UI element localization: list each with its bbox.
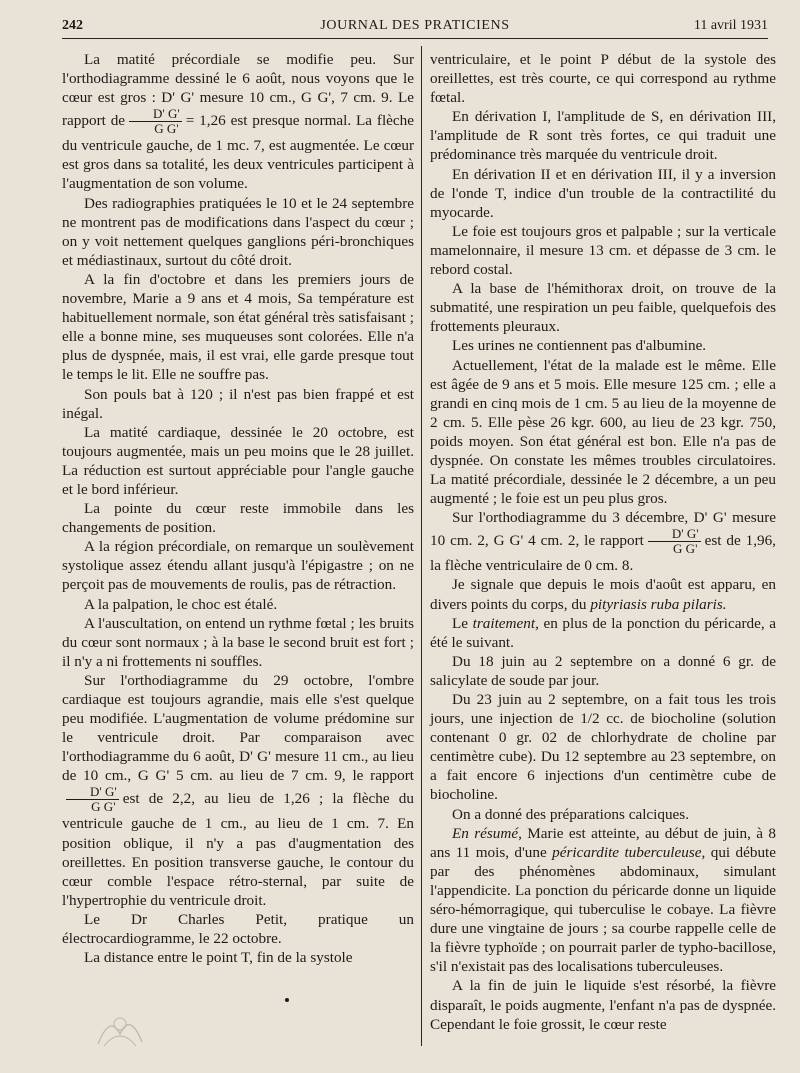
ratio-fraction: $\frac{D' G'}{\text{G G'}}$ [648, 527, 701, 556]
journal-title: JOURNAL DES PRATICIENS [320, 18, 510, 33]
paragraph: A la région précordiale, on remarque un soulèvement systolique assez étendu allant jusqu'à l'épigastre ; on ne perçoit pas de mouvements de roulis, pas de rétraction. [62, 538, 414, 594]
bullet-mark [285, 998, 289, 1002]
left-column [62, 50, 414, 967]
paragraph: A la base de l'hémithorax droit, on trouve de la submatité, une respiration un peu faible, quelquefois des frottements pleuraux. [430, 280, 776, 336]
paragraph: Du 18 juin au 2 septembre on a donné 6 gr. de salicylate de soude par jour. [430, 652, 776, 689]
paragraph: La pointe du cœur reste immobile dans les changements de position. [62, 500, 414, 537]
paragraph: Sur l'orthodiagramme du 3 décembre, D' G' mesure 10 cm. 2, G G' 4 cm. 2, le rapport $\frac{D' G'}{\text{G G'}}$ est de 1,96, la flèche ventriculaire de 0 cm. 8. [430, 509, 776, 575]
column-divider [421, 46, 422, 1046]
paragraph: Je signale que depuis le mois d'août est apparu, en divers points du corps, du pityriasis ruba pilaris. [430, 576, 776, 613]
paragraph: La matité précordiale se modifie peu. Sur l'orthodiagramme dessiné le 6 août, nous voyons que le cœur est gros : D' G' mesure 10 cm., G G', 7 cm. 9. Le rapport de $\frac{D' G'}{\text{G G'}}$ = 1,26 est presque normal. La flèche du ventricule gauche, de 1 mc. 7, est augmentée. Le cœur est gros dans sa totalité, les deux ventricules participent à l'augmentation de son volume. [62, 51, 414, 193]
paragraph: Les urines ne contiennent pas d'albumine. [452, 337, 707, 355]
paragraph: A la fin de juin le liquide s'est résorbé, la fièvre disparaît, le poids augmente, l'enfant n'a pas de dyspnée. Cependant le foie grossit, le cœur reste [430, 977, 776, 1033]
ratio-fraction: $\frac{D' G'}{\text{G G'}}$ [66, 785, 119, 814]
paragraph: En dérivation I, l'amplitude de S, en dérivation III, l'amplitude de R sont très fortes, ce qui traduit une prédominance très marquée du ventricule droit. [430, 108, 776, 164]
paragraph: Sur l'orthodiagramme du 29 octobre, l'ombre cardiaque est toujours agrandie, mais elle s'est quelque peu modifiée. L'augmentation de volume prédomine sur le ventricule droit. Par comparaison avec l'orthodiagramme du 6 août, D' G' mesure 11 cm., au lieu de 10 cm., G G' 5 cm. au lieu de 7 cm. 9, le rapport $\frac{D' G'}{\text{G G'}}$ est de 2,2, au lieu de 1,26 ; la flèche du ventricule gauche de 1 cm., au lieu de 1 cm. 7. En position oblique, il n'y a pas d'augmentation des oreillettes. En position transverse gauche, le contour du cœur comble l'espace rétro-sternal, par suite de l'hypertrophie du ventricule droit. [62, 671, 414, 909]
paragraph: En dérivation II et en dérivation III, il y a inversion de l'onde T, indice d'un trouble de la contractilité du myocarde. [430, 165, 776, 221]
paragraph: On a donné des préparations calciques. [452, 805, 690, 823]
ratio-fraction: $\frac{D' G'}{\text{G G'}}$ [129, 107, 182, 136]
paragraph: Le traitement, en plus de la ponction du péricarde, a été le suivant. [430, 614, 777, 651]
paragraph: Actuellement, l'état de la malade est le même. Elle est âgée de 9 ans et 5 mois. Elle mesure 125 cm. ; elle a grandi en cinq mois de 1 cm. 5 au lieu de la moyenne de 2 cm. 5. Elle pèse 26 kgr. 600, au lieu de 23 kgr. 750, poids moyen. Son état général est bon. Elle n'a pas de dyspnée. On constate les mêmes troubles circulatoires. La matité précordiale, dessinée le 2 décembre, a un peu augmenté ; le foie est un peu plus gros. [430, 356, 776, 508]
right-column [430, 50, 776, 1034]
running-header [62, 14, 768, 39]
paragraph: Son pouls bat à 120 ; il n'est pas bien frappé et est inégal. [62, 385, 414, 422]
paragraph: Du 23 juin au 2 septembre, on a fait tous les trois jours, une injection de 1/2 cc. de biocholine (solution contenant 0 gr. 02 de chlorhydrate de choline par centimètre cube). Du 12 septembre au 23 septembre, on a fait encore 6 injections d'un centimètre cube de biocholine. [430, 691, 776, 804]
paragraph: A la fin d'octobre et dans les premiers jours de novembre, Marie a 9 ans et 4 mois, Sa température est habituellement normale, son état général très satisfaisant ; elle a bonne mine, ses muqueuses sont colorées. Elle n'a plus de dyspnée, mais, il est vrai, elle garde presque tout le temps le lit. Elle ne souffre pas. [62, 270, 414, 384]
paragraph: A l'auscultation, on entend un rythme fœtal ; les bruits du cœur sont normaux ; à la base le second bruit est fort ; il n'y a ni frottements ni souffles. [62, 614, 414, 670]
stamp-ornament-icon [90, 1004, 150, 1050]
paragraph: Le foie est toujours gros et palpable ; sur la verticale mamelonnaire, il mesure 13 cm. et dépasse de 3 cm. le rebord costal. [430, 222, 776, 279]
paragraph: A la palpation, le choc est étalé. [84, 595, 278, 613]
page-number: 242 [62, 18, 83, 33]
issue-date: 11 avril 1931 [693, 18, 768, 33]
paragraph: La distance entre le point T, fin de la systole [84, 949, 353, 967]
paragraph: La matité cardiaque, dessinée le 20 octobre, est toujours augmentée, mais un peu moins que le 28 juillet. La réduction est surtout appréciable pour l'angle gauche et le bord inférieur. [62, 423, 414, 498]
paragraph: ventriculaire, et le point P début de la systole des oreillettes, est très courte, ce qui correspond au rythme fœtal. [430, 51, 776, 107]
paragraph: Le Dr Charles Petit, pratique un électrocardiogramme, le 22 octobre. [62, 910, 414, 948]
paragraph: En résumé, Marie est atteinte, au début de juin, à 8 ans 11 mois, d'une péricardite tuberculeuse, qui débute par des phénomènes abdominaux, simulant l'appendicite. La ponction du péricarde donne un liquide séro-hémorragique, qui tuberculise le cobaye. La fièvre dure une vingtaine de jours ; sa courbe rappelle celle de la fièvre typhoïde ; on pourrait parler de typho-bacillose, s'il n'existait pas des localisations tuberculeuses. [430, 824, 777, 976]
paragraph: Des radiographies pratiquées le 10 et le 24 septembre ne montrent pas de modifications dans l'aspect du cœur ; on y voit nettement quelques ganglions péri-bronchiques et médiastinaux, surtout du côté droit. [62, 194, 414, 269]
